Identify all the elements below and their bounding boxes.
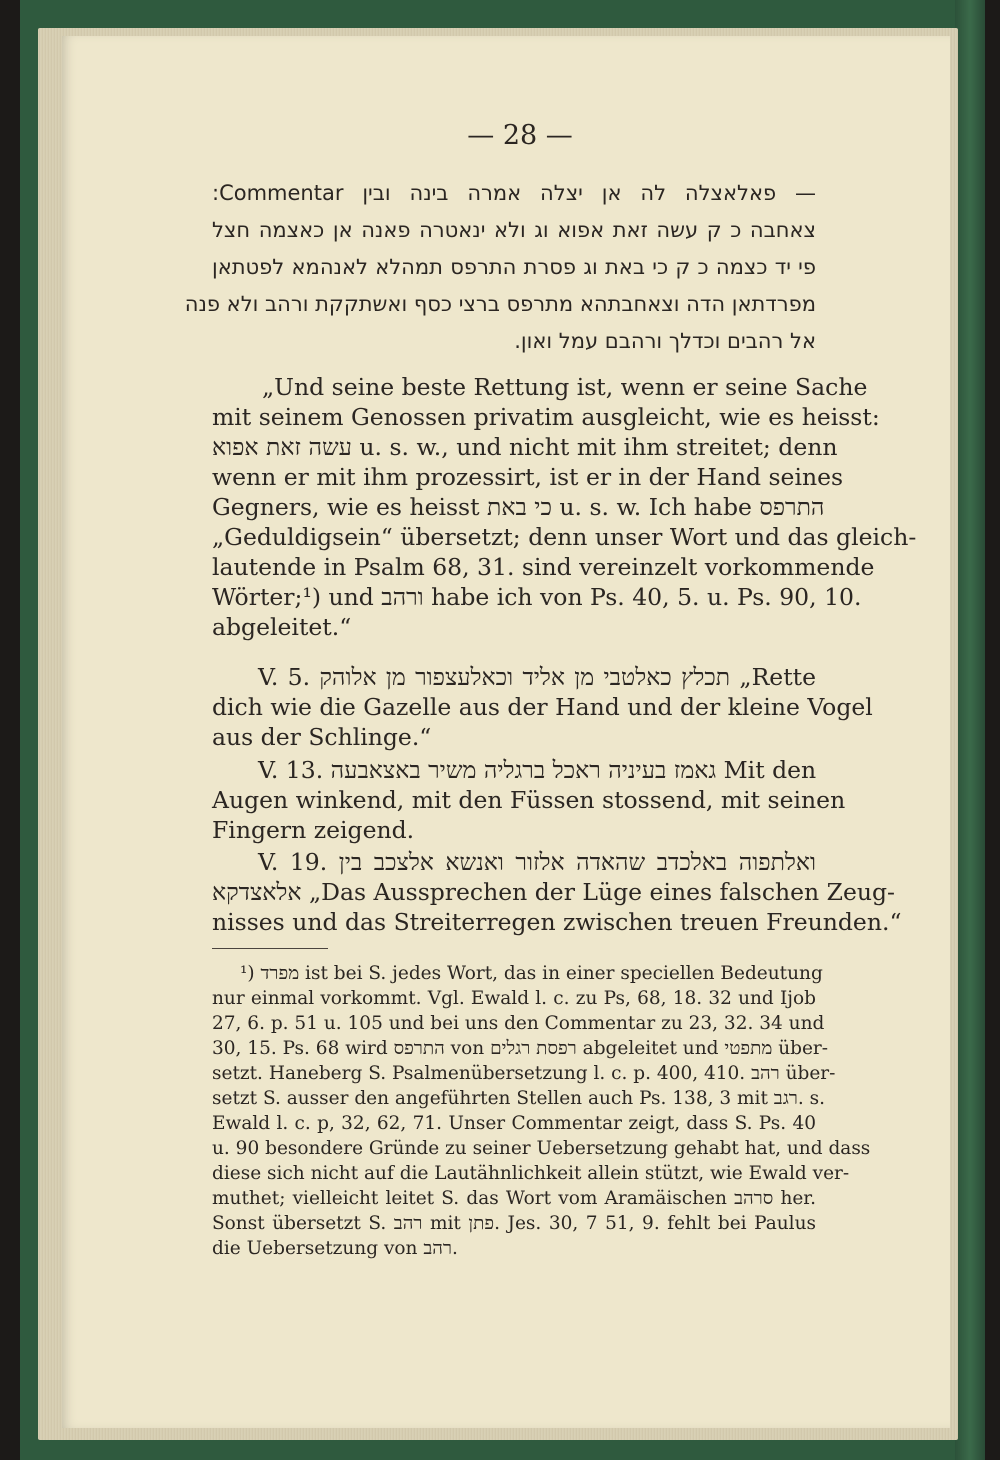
footnote-line: u. 90 besondere Gründe zu seiner Uebersetzung gehabt hat, und dass bbox=[212, 1138, 871, 1159]
verse-5-line: V. 5. תכלץ כאלטבי מן אליד וכאלעצפור מן אלוהק „Rette bbox=[258, 663, 817, 691]
page-number: — 28 — bbox=[467, 120, 573, 151]
verse-13-line: V. 13. גאמז בעיניה ראכל ברגליה משיר באצאבעה Mit den bbox=[258, 756, 817, 784]
footnote-line: die Uebersetzung von רהב. bbox=[212, 1238, 458, 1259]
footnote-divider bbox=[212, 948, 328, 949]
body-line: Wörter;¹) und ורהב habe ich von Ps. 40, 5. u. Ps. 90, 10. bbox=[212, 583, 862, 611]
commentary-line: צאחבה כ ק עשה זאת אפוא וג ולא ינאטרה פאנה אן כאצמה חצל bbox=[212, 218, 816, 242]
body-line: Fingern zeigend. bbox=[212, 816, 415, 844]
footnote-line: setzt. Haneberg S. Psalmenübersetzung l. c. p. 400, 410. רהב über- bbox=[212, 1063, 836, 1084]
footnote-line: ¹) מפרד ist bei S. jedes Wort, das in einer speciellen Bedeutung bbox=[240, 963, 823, 984]
footnote-line: 30, 15. Ps. 68 wird התרפס von רפסת רגלים abgeleitet und מתפטי über- bbox=[212, 1038, 829, 1059]
commentary-line: מפרדתאן הדה וצאחבתהא מתרפס ברצי כסף ואשתקקת ורהב ולא פנה bbox=[184, 292, 816, 316]
body-line: dich wie die Gazelle aus der Hand und der kleine Vogel bbox=[212, 693, 873, 721]
body-line: Gegners, wie es heisst כי באת u. s. w. Ich habe התרפס bbox=[212, 493, 825, 521]
verse-19-line: V. 19. ואלתפוה באלכדב שהאדה אלזור ואנשא אלצכב בין bbox=[258, 848, 817, 876]
body-line: aus der Schlinge.“ bbox=[212, 723, 432, 751]
footnote-line: Ewald l. c. p, 32, 62, 71. Unser Commentar zeigt, dass S. Ps. 40 bbox=[212, 1113, 816, 1134]
body-line: nisses und das Streiterregen zwischen treuen Freunden.“ bbox=[212, 908, 902, 936]
footnote-line: nur einmal vorkommt. Vgl. Ewald l. c. zu Ps, 68, 18. 32 und Ijob bbox=[212, 988, 816, 1009]
body-line: עשה זאת אפוא u. s. w., und nicht mit ihm streitet; denn bbox=[212, 433, 838, 461]
footnote-line: 27, 6. p. 51 u. 105 und bei uns den Commentar zu 23, 32. 34 und bbox=[212, 1013, 825, 1034]
footnote-line: Sonst übersetzt S. רהב mit פתן. Jes. 30, 7 51, 9. fehlt bei Paulus bbox=[212, 1213, 816, 1234]
body-line: „Geduldigsein“ übersetzt; denn unser Wort und das gleich- bbox=[212, 523, 917, 551]
body-line: lautende in Psalm 68, 31. sind vereinzelt vorkommende bbox=[212, 553, 875, 581]
commentary-line: פי יד כצמה כ ק כי באת וג פסרת התרפס תמהלא לאנהמא לפטתאן bbox=[212, 255, 816, 279]
footnote-line: muthet; vielleicht leitet S. das Wort vom Aramäischen סרהב her. bbox=[212, 1188, 816, 1209]
body-line: wenn er mit ihm prozessirt, ist er in der Hand seines bbox=[212, 463, 844, 491]
footnote-line: diese sich nicht auf die Lautähnlichkeit allein stützt, wie Ewald ver- bbox=[212, 1163, 850, 1184]
body-line: Augen winkend, mit den Füssen stossend, mit seinen bbox=[212, 786, 846, 814]
footnote-line: setzt S. ausser den angeführten Stellen auch Ps. 138, 3 mit רגב. s. bbox=[212, 1088, 826, 1109]
body-line: „Und seine beste Rettung ist, wenn er seine Sache bbox=[262, 373, 868, 401]
book-spine-edge bbox=[955, 0, 985, 1460]
commentary-line: — פאלאצלה לה אן יצלה אמרה בינה ובין Commentar: bbox=[212, 181, 816, 205]
commentary-line: אל רהבים וכדלך ורהבם עמל ואון. bbox=[514, 329, 816, 353]
body-line: abgeleitet.“ bbox=[212, 613, 352, 641]
body-line: mit seinem Genossen privatim ausgleicht, wie es heisst: bbox=[212, 403, 880, 431]
body-line: אלאצדקא „Das Aussprechen der Lüge eines falschen Zeug- bbox=[212, 878, 896, 906]
